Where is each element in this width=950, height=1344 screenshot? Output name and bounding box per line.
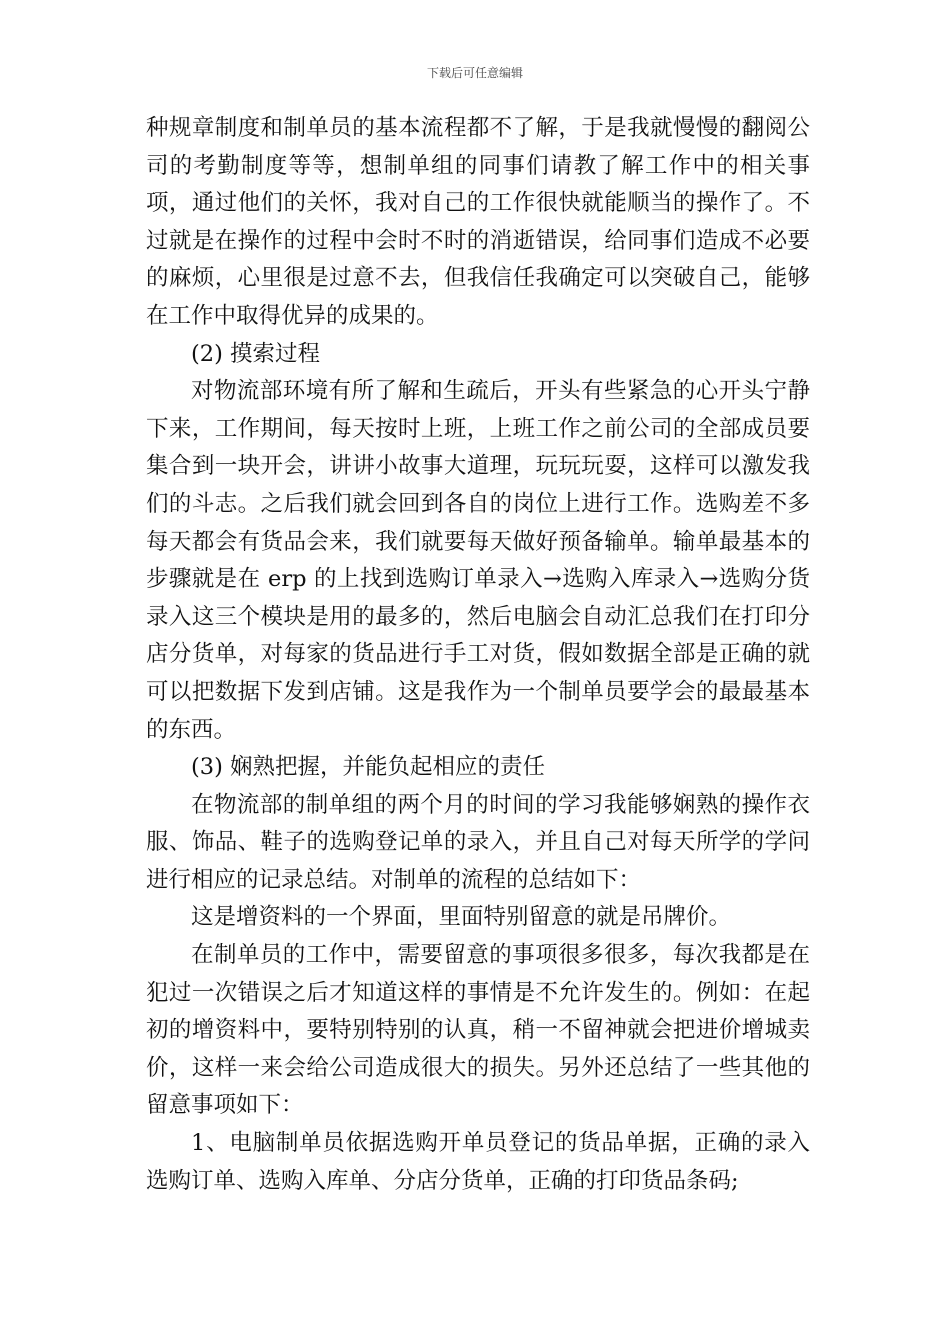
paragraph-notes: 在制单员的工作中，需要留意的事项很多很多，每次我都是在犯过一次错误之后才知道这样的事情是不允许发生的。例如：在起初的增资料中，要特别特别的认真，稍一不留神就会把进价增城卖价，这样一来会给公司造成很大的损失。另外还总结了一些其他的留意事项如下： bbox=[146, 942, 810, 1119]
paragraph-master: 在物流部的制单组的两个月的时间的学习我能够娴熟的操作衣服、饰品、鞋子的选购登记单的录入，并且自己对每天所学的学问进行相应的记录总结。对制单的流程的总结如下： bbox=[146, 791, 810, 893]
paragraph-interface: 这是增资料的一个界面，里面特别留意的就是吊牌价。 bbox=[191, 904, 732, 931]
section-heading-explore: (2) 摸索过程 bbox=[191, 340, 321, 367]
section-heading-master: (3) 娴熟把握，并能负起相应的责任 bbox=[191, 754, 546, 781]
paragraph-explore: 对物流部环境有所了解和生疏后，开头有些紧急的心开头宁静下来，工作期间，每天按时上班，上班工作之前公司的全部成员要集合到一块开会，讲讲小故事大道理，玩玩玩耍，这样可以激发我们的斗志。之后我们就会回到各自的岗位上进行工作。选购差不多每天都会有货品会来，我们就要每天做好预备输单。输单最基本的步骤就是在 erp 的上找到选购订单录入→选购入库录入→选购分货录入这三个模块是用的最多的，然后电脑会自动汇总我们在打印分店分货单，对每家的货品进行手工对货，假如数据全部是正确的就可以把数据下发到店铺。这是我作为一个制单员要学会的最最基本的东西。 bbox=[146, 378, 810, 743]
paragraph-continuation: 种规章制度和制单员的基本流程都不了解，于是我就慢慢的翻阅公司的考勤制度等等，想制单组的同事们请教了解工作中的相关事项，通过他们的关怀，我对自己的工作很快就能顺当的操作了。不过就是在操作的过程中会时不时的消逝错误，给同事们造成不必要的麻烦，心里很是过意不去，但我信任我确定可以突破自己，能够在工作中取得优异的成果的。 bbox=[146, 115, 810, 329]
document-body bbox=[146, 110, 810, 1200]
page-header: 下载后可任意编辑 bbox=[426, 66, 523, 80]
list-item-1: 1、电脑制单员依据选购开单员登记的货品单据，正确的录入选购订单、选购入库单、分店分货单，正确的打印货品条码; bbox=[146, 1130, 810, 1194]
